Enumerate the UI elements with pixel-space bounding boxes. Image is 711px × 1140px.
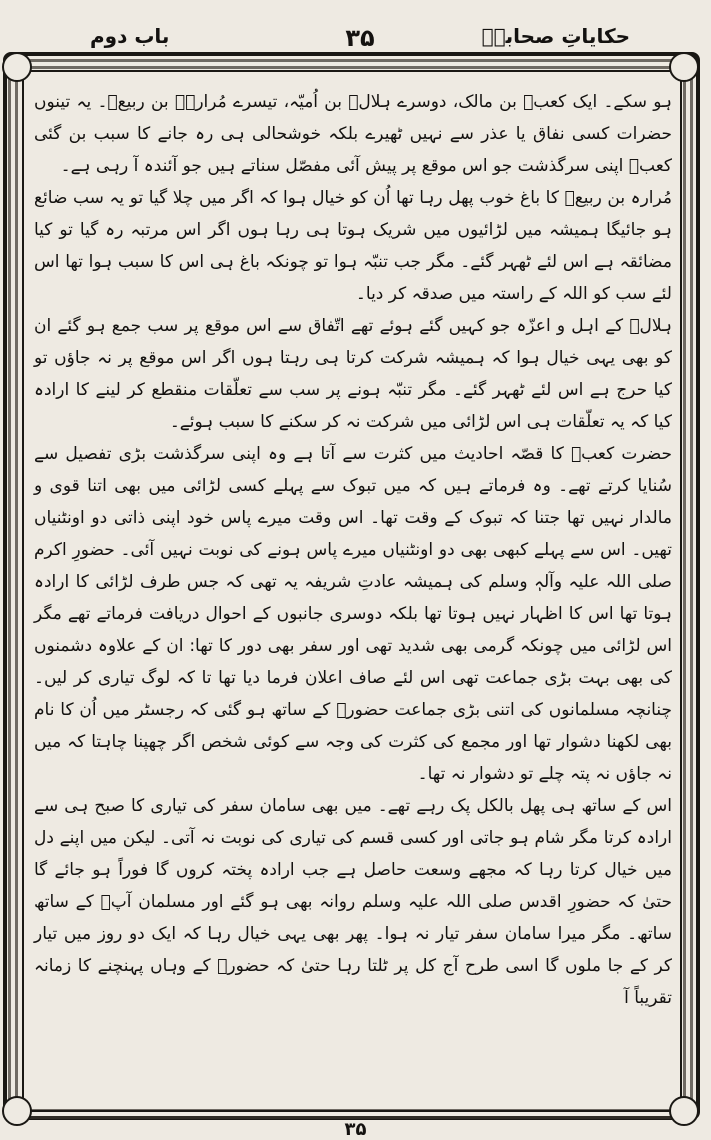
paragraph: حضرت کعبؓ کا قصّہ احادیث میں کثرت سے آتا ہے وہ اپنی سرگذشت بڑی تفصیل سے سُنایا کرتے تھے۔ وہ فرماتے ہیں کہ میں تبوک سے پہلے کسی لڑائی میں بھی اتنا قوی و مالدار نہیں تھا جتنا کہ تبوک کے وقت تھا۔ اس وقت میرے پاس خود اپنی ذاتی دو اونٹنیاں تھیں۔ اس سے پہلے کبھی بھی دو اونٹنیاں میرے پاس ہونے کی نوبت نہیں آئی۔ حضورِ اکرم صلی اللہ علیہ وآلہٖ وسلم کی ہمیشہ عادتِ شریفہ یہ تھی کہ جس طرف لڑائی کا ارادہ ہوتا تھا اس کا اظہار نہیں ہوتا تھا بلکہ دوسری جانبوں کے احوال دریافت فرماتے تھے مگر اس لڑائی میں چونکہ گرمی بھی شدید تھی اور سفر بھی دور کا تھا: ان کے علاوہ دشمنوں کی بھی بہت بڑی جماعت تھی اس لئے صاف اعلان فرما دیا تھا تا کہ لوگ تیاری کر لیں۔ چنانچہ مسلمانوں کی اتنی بڑی جماعت حضورؐ کے ساتھ ہو گئی کہ رجسٹر میں اُن کا نام بھی لکھنا دشوار تھا اور مجمع کی کثرت کی وجہ سے کوئی شخص اگر چھپنا چاہتا کہ میں نہ جاؤں نہ پتہ چلے تو دشوار نہ تھا۔ <box>34 444 672 784</box>
page-number-bottom: ۳۵ <box>344 1119 367 1140</box>
paragraph: ہو سکے۔ ایک کعبؓ بن مالک، دوسرے ہلالؓ بن اُمیّہ، تیسرے مُرارہؓ بن ربیعؓ۔ یہ تینوں حضرات کسی نفاق یا عذر سے نہیں ٹھیرے بلکہ خوشحالی ہی رہ جانے کا سبب بن گئی کعبؓ اپنی سرگذشت جو اس موقع پر پیش آئی مفصّل سناتے ہیں جو آئندہ آ رہی ہے۔ <box>34 92 672 176</box>
paragraph: مُرارہ بن ربیعؓ کا باغ خوب پھل رہا تھا اُن کو خیال ہوا کہ اگر میں چلا گیا تو یہ سب ضائع ہو جائیگا ہمیشہ میں لڑائیوں میں شریک ہوتا ہی رہا ہوں اگر اس مرتبہ رہ گیا تو کیا مضائقہ ہے اس لئے ٹھہر گئے۔ مگر جب تنبّہ ہوا تو چونکہ باغ ہی اس کا سبب ہوا تھا اس لئے سب کو اللہ کے راستہ میں صدقہ کر دیا۔ <box>34 188 673 304</box>
page-number-top: ۳۵ <box>345 24 375 52</box>
corner-ornament-icon <box>669 52 699 82</box>
chapter-title: باب دوم <box>90 24 170 48</box>
paragraph: اس کے ساتھ ہی پھل بالکل پک رہے تھے۔ میں بھی سامان سفر کی تیاری کا صبح ہی سے ارادہ کرتا مگر شام ہو جاتی اور کسی قسم کی تیاری کی نوبت نہ آتی۔ لیکن میں اپنے دل میں خیال کرتا رہا کہ مجھے وسعت حاصل ہے جب ارادہ پختہ کروں گا فوراً ہو جائے گا حتیٰ کہ حضورِ اقدس صلی اللہ علیہ وسلم روانہ بھی ہو گئے اور مسلمان آپؐ کے ساتھ ساتھ۔ مگر میرا سامان سفر تیار نہ ہوا۔ پھر بھی یہی خیال رہا کہ ایک دو روز میں تیار کر کے جا ملوں گا اسی طرح آج کل پر ٹلتا رہا حتیٰ کہ حضورؐ کے وہاں پہنچنے کا زمانہ تقریباً آ <box>34 796 672 1008</box>
body-text <box>34 86 672 1110</box>
corner-ornament-icon <box>2 52 32 82</box>
book-title: حکایاتِ صحابہؓ <box>481 24 630 48</box>
paragraph: ہلالؓ کے اہل و اعزّہ جو کہیں گئے ہوئے تھے اتّفاق سے اس موقع پر سب جمع ہو گئے ان کو بھی یہی خیال ہوا کہ ہمیشہ شرکت کرتا ہی رہتا ہوں اگر اس موقع پر نہ جاؤں تو کیا حرج ہے اس لئے ٹھہر گئے۔ مگر تنبّہ ہونے پر سب سے تعلّقات منقطع کر لینے کا ارادہ کیا کہ یہ تعلّقات ہی اس لڑائی میں شرکت نہ کر سکنے کا سبب ہوئے۔ <box>34 316 672 432</box>
